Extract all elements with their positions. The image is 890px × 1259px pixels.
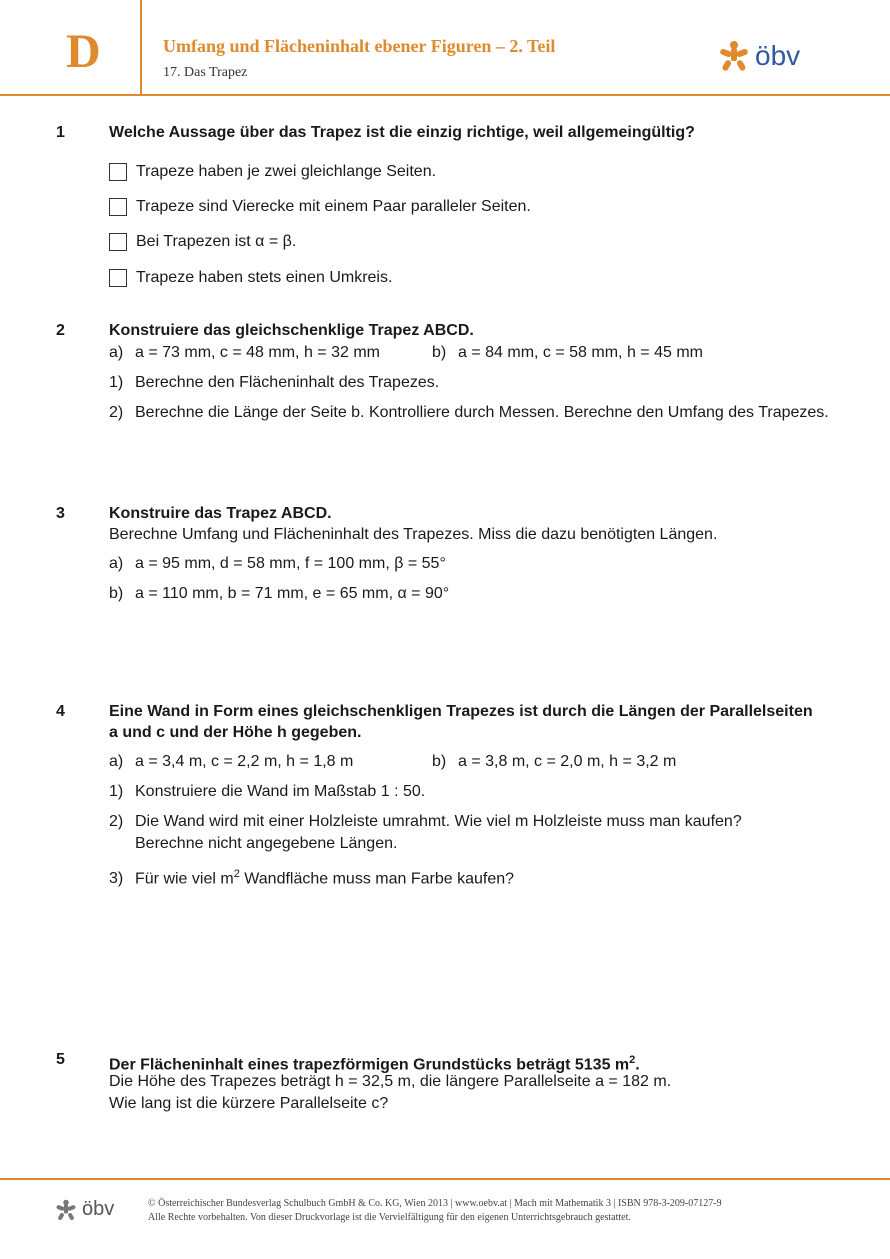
item-label: 3) bbox=[109, 870, 124, 888]
label-a: a) bbox=[109, 753, 124, 770]
star-icon bbox=[55, 1199, 77, 1221]
option-2: Trapeze sind Vierecke mit einem Paar paralleler Seiten. bbox=[136, 198, 531, 215]
subtask-a bbox=[109, 342, 380, 364]
task-3-text: Berechne Umfang und Flächeninhalt des Trapezes. Miss die dazu benötigten Längen. bbox=[109, 526, 718, 543]
subtask-b bbox=[432, 751, 676, 773]
task-item bbox=[109, 402, 829, 424]
label-a: a) bbox=[109, 344, 124, 361]
subtask-b-text: a = 110 mm, b = 71 mm, e = 65 mm, α = 90° bbox=[135, 585, 450, 602]
task-3-title: Konstruire das Trapez ABCD. bbox=[109, 505, 332, 522]
subtask-a bbox=[109, 751, 353, 773]
option-1: Trapeze haben je zwei gleichlange Seiten. bbox=[136, 163, 437, 180]
item-label: 1) bbox=[109, 374, 124, 391]
checkbox[interactable] bbox=[109, 163, 127, 181]
checkbox[interactable] bbox=[109, 233, 127, 251]
subtask-a-text: a = 95 mm, d = 58 mm, f = 100 mm, β = 55° bbox=[135, 555, 446, 572]
task-5-line2: Wie lang ist die kürzere Parallelseite c? bbox=[109, 1095, 389, 1112]
task-number: 2 bbox=[56, 322, 65, 339]
logo-text: öbv bbox=[755, 40, 801, 71]
option-4: Trapeze haben stets einen Umkreis. bbox=[136, 269, 393, 286]
footer-logo-text: öbv bbox=[82, 1198, 115, 1220]
subtask-a-text: a = 73 mm, c = 48 mm, h = 32 mm bbox=[135, 344, 380, 361]
subtask-a bbox=[109, 553, 446, 575]
superscript: 2 bbox=[629, 1054, 636, 1066]
title-end: . bbox=[635, 1056, 640, 1074]
checkbox[interactable] bbox=[109, 269, 127, 287]
task-5-line1: Die Höhe des Trapezes beträgt h = 32,5 m, die längere Parallelseite a = 182 m. bbox=[109, 1073, 672, 1090]
item-label: 1) bbox=[109, 783, 124, 800]
task-item bbox=[109, 372, 439, 394]
subtask-b-text: a = 3,8 m, c = 2,0 m, h = 3,2 m bbox=[458, 753, 677, 770]
item-label: 2) bbox=[109, 404, 124, 421]
footer-rule bbox=[0, 1178, 890, 1180]
footer-logo bbox=[55, 1198, 114, 1221]
task-number: 3 bbox=[56, 505, 65, 522]
subtask-b bbox=[432, 342, 703, 364]
label-b: b) bbox=[109, 585, 124, 602]
option-3: Bei Trapezen ist α = β. bbox=[136, 233, 297, 250]
item-text: Die Wand wird mit einer Holzleiste umrahmt. Wie viel m Holzleiste muss man kaufen? bbox=[135, 813, 742, 830]
header-rule bbox=[0, 94, 890, 96]
task-item bbox=[109, 811, 742, 833]
task-4-title-line2: a und c und der Höhe h gegeben. bbox=[109, 724, 362, 741]
subtask-a-text: a = 3,4 m, c = 2,2 m, h = 1,8 m bbox=[135, 753, 354, 770]
item-text-pre: Für wie viel m bbox=[135, 870, 234, 888]
task-2-title: Konstruiere das gleichschenklige Trapez ABCD. bbox=[109, 322, 474, 339]
item-label: 2) bbox=[109, 813, 124, 830]
footer-copyright bbox=[148, 1197, 722, 1225]
publisher-logo bbox=[718, 40, 800, 72]
task-1-question: Welche Aussage über das Trapez ist die einzig richtige, weil allgemeingültig? bbox=[109, 124, 695, 141]
checkbox[interactable] bbox=[109, 198, 127, 216]
item-text-continued: Berechne nicht angegebene Längen. bbox=[135, 835, 398, 852]
task-number: 5 bbox=[56, 1051, 65, 1068]
label-b: b) bbox=[432, 753, 447, 770]
section-letter: D bbox=[66, 25, 101, 78]
task-item bbox=[109, 863, 514, 890]
title-text: Der Flächeninhalt eines trapezförmigen Grundstücks beträgt 5135 m bbox=[109, 1056, 630, 1074]
task-4-title-line1: Eine Wand in Form eines gleichschenkligen Trapezes ist durch die Längen der Parallelseiten bbox=[109, 703, 813, 720]
task-number: 1 bbox=[56, 124, 65, 141]
star-icon bbox=[718, 40, 750, 72]
task-item bbox=[109, 781, 425, 803]
item-text-post: Wandfläche muss man Farbe kaufen? bbox=[239, 870, 515, 888]
item-text: Konstruiere die Wand im Maßstab 1 : 50. bbox=[135, 783, 426, 800]
header-divider bbox=[140, 0, 142, 94]
item-text: Berechne den Flächeninhalt des Trapezes. bbox=[135, 374, 440, 391]
label-a: a) bbox=[109, 555, 124, 572]
subtask-b bbox=[109, 583, 449, 605]
item-text: Berechne die Länge der Seite b. Kontrolliere durch Messen. Berechne den Umfang des Trapezes. bbox=[135, 404, 829, 421]
footer-line-2: Alle Rechte vorbehalten. Von dieser Druckvorlage ist die Vervielfältigung für den eigenen Unterrichtsgebrauch gestattet. bbox=[148, 1212, 631, 1223]
superscript: 2 bbox=[233, 868, 240, 880]
subtask-b-text: a = 84 mm, c = 58 mm, h = 45 mm bbox=[458, 344, 703, 361]
page-subtitle: 17. Das Trapez bbox=[163, 65, 248, 80]
label-b: b) bbox=[432, 344, 447, 361]
task-number: 4 bbox=[56, 703, 65, 720]
footer-line-1: © Österreichischer Bundesverlag Schulbuch GmbH & Co. KG, Wien 2013 | www.oebv.at | Mach mit Mathematik 3 | ISBN 978-3-209-07127-9 bbox=[148, 1198, 722, 1209]
page-title: Umfang und Flächeninhalt ebener Figuren – 2. Teil bbox=[163, 36, 556, 56]
